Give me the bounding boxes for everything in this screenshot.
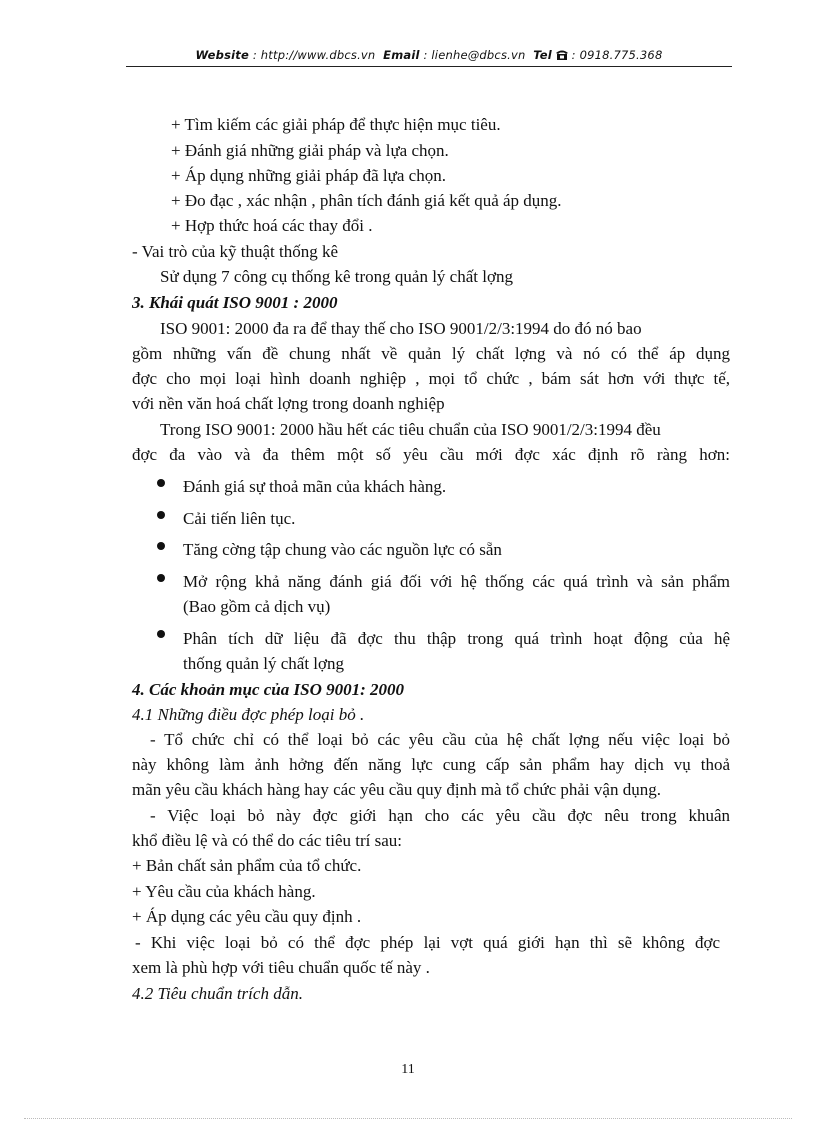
section-heading-4: 4. Các khoản mục của ISO 9001: 2000: [132, 680, 405, 699]
list-item: + Bản chất sản phẩm của tổ chức.: [132, 856, 362, 875]
paragraph-line: mãn yêu cầu khách hàng hay các yêu cầu quy định mà tổ chức phải vận dụng.: [132, 780, 661, 799]
bullet-item: Phân tích dữ liệu đã đợc thu thập trong quá trình hoạt động của hệ: [183, 629, 730, 648]
paragraph-line: Trong ISO 9001: 2000 hầu hết các tiêu chuẩn của ISO 9001/2/3:1994 đều: [160, 420, 661, 439]
email-value: : lienhe@dbcs.vn: [419, 48, 526, 62]
website-value: : http://www.dbcs.vn: [249, 48, 376, 62]
bullet-item: Đánh giá sự thoả mãn của khách hàng.: [183, 477, 447, 496]
website-label: Website: [195, 48, 249, 62]
bullet-icon: [157, 630, 165, 638]
paragraph-line: - Tổ chức chỉ có thể loại bỏ các yêu cầu của hệ chất lợng nếu việc loại bỏ: [150, 730, 730, 749]
page-bottom-divider: [24, 1118, 792, 1119]
bullet-item-continuation: (Bao gồm cả dịch vụ): [183, 597, 331, 616]
paragraph-line: ISO 9001: 2000 đa ra để thay thế cho ISO 9001/2/3:1994 do đó nó bao: [160, 319, 642, 338]
bullet-icon: [157, 479, 165, 487]
paragraph-line: xem là phù hợp với tiêu chuẩn quốc tế này .: [132, 958, 430, 977]
list-item: + Hợp thức hoá các thay đổi .: [171, 216, 373, 235]
paragraph-line: đợc cho mọi loại hình doanh nghiệp , mọi tổ chức , bám sát hơn với thực tế,: [132, 369, 730, 388]
bullet-item: Mở rộng khả năng đánh giá đối với hệ thống các quá trình và sản phẩm: [183, 572, 730, 591]
page-header: [126, 48, 732, 66]
text-line: Sử dụng 7 công cụ thống kê trong quản lý chất lợng: [160, 267, 513, 286]
tel-value: : 0918.775.368: [567, 48, 663, 62]
bullet-icon: [157, 542, 165, 550]
paragraph-line: đợc đa vào và đa thêm một số yêu cầu mới đợc xác định rõ ràng hơn:: [132, 445, 730, 464]
list-item: + Yêu cầu của khách hàng.: [132, 882, 316, 901]
bullet-icon: [157, 574, 165, 582]
paragraph-line: này không làm ảnh hởng đến năng lực cung cấp sản phẩm hay dịch vụ thoả: [132, 755, 730, 774]
list-item: + Đo đạc , xác nhận , phân tích đánh giá kết quả áp dụng.: [171, 191, 562, 210]
phone-icon: [556, 49, 568, 60]
page-number: 11: [401, 1062, 415, 1077]
subsection-heading-4-2: 4.2 Tiêu chuẩn trích dẫn.: [132, 984, 303, 1003]
list-item: + Đánh giá những giải pháp và lựa chọn.: [171, 141, 449, 160]
bullet-item: Cải tiến liên tục.: [183, 509, 296, 528]
paragraph-line: với nền văn hoá chất lợng trong doanh nghiệp: [132, 394, 445, 413]
bullet-item: Tăng cờng tập chung vào các nguồn lực có sẵn: [183, 540, 502, 559]
paragraph-line: - Việc loại bỏ này đợc giới hạn cho các yêu cầu đợc nêu trong khuân: [150, 806, 730, 825]
paragraph-line: - Khi việc loại bỏ có thể đợc phép lại vợt quá giới hạn thì sẽ không đợc: [135, 933, 720, 952]
paragraph-line: khổ điều lệ và có thể do các tiêu trí sau:: [132, 831, 403, 850]
paragraph-line: gồm những vấn đề chung nhất về quản lý chất lợng và nó có thể áp dụng: [132, 344, 730, 363]
subsection-heading-4-1: 4.1 Những điều đợc phép loại bỏ .: [132, 705, 365, 724]
bullet-icon: [157, 511, 165, 519]
header-divider: [126, 66, 732, 67]
bullet-item-continuation: thống quản lý chất lợng: [183, 654, 345, 673]
section-heading-3: 3. Khái quát ISO 9001 : 2000: [132, 293, 338, 312]
text-line: - Vai trò của kỹ thuật thống kê: [132, 242, 339, 261]
email-label: Email: [383, 48, 420, 62]
list-item: + Áp dụng những giải pháp đã lựa chọn.: [171, 166, 446, 185]
list-item: + Áp dụng các yêu cầu quy định .: [132, 907, 362, 926]
list-item: + Tìm kiếm các giải pháp để thực hiện mục tiêu.: [171, 115, 501, 134]
tel-label: Tel: [533, 48, 552, 62]
